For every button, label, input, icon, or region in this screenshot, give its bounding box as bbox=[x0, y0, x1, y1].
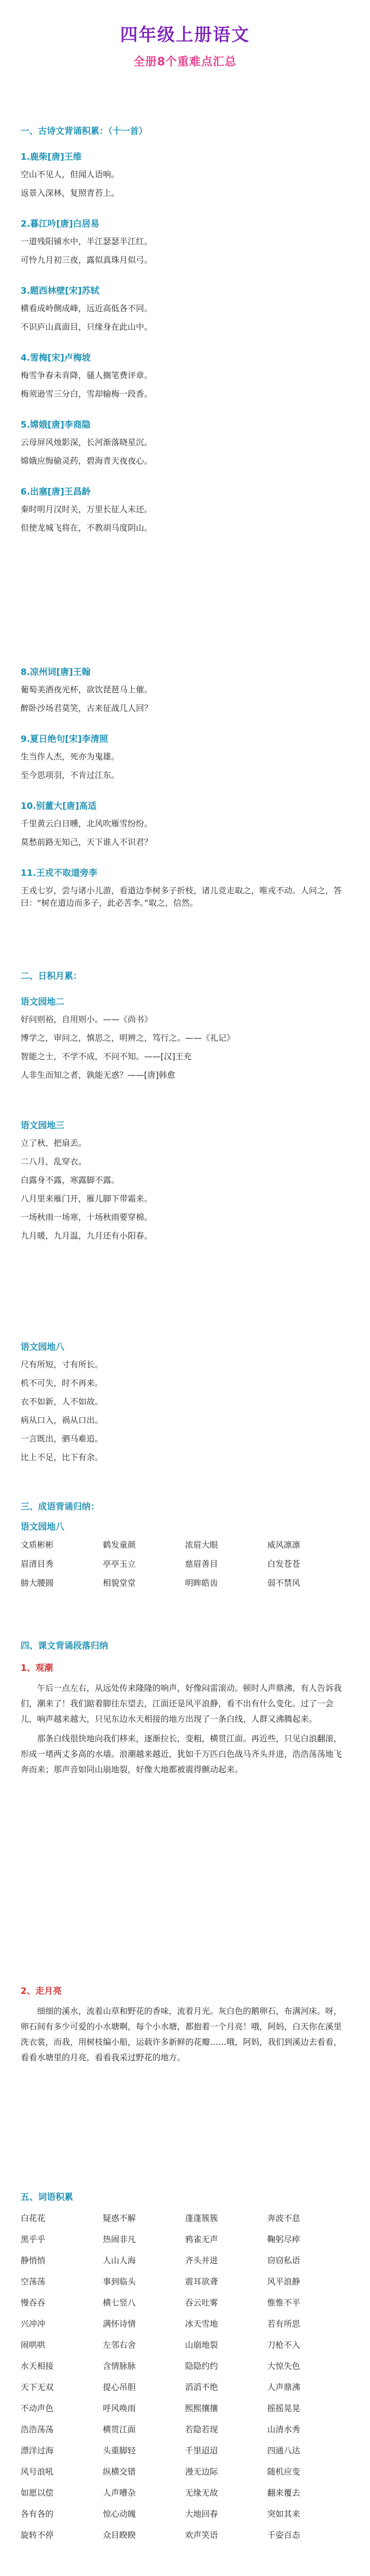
proverb-line: 九月暖，九月温，九月还有小阳春。 bbox=[21, 1231, 153, 1241]
word: 鸦雀无声 bbox=[185, 2234, 218, 2244]
word: 纵横交错 bbox=[102, 2467, 136, 2477]
section-recitation bbox=[21, 1638, 349, 1777]
word: 呼风唤雨 bbox=[102, 2403, 136, 2413]
word: 横七竖八 bbox=[102, 2298, 136, 2308]
poem-line: 云母屏风烛影深，长河渐落晓星沉。 bbox=[21, 437, 153, 447]
word: 慢吞吞 bbox=[21, 2298, 46, 2308]
poem-line: 千里黄云白日曛，北风吹雁雪纷纷。 bbox=[21, 819, 153, 828]
word: 满怀诗情 bbox=[102, 2319, 136, 2329]
section-words bbox=[21, 2190, 349, 2540]
word: 鞠躬尽瘁 bbox=[267, 2234, 301, 2244]
word: 兴冲冲 bbox=[21, 2319, 46, 2329]
word: 人声嘈杂 bbox=[102, 2488, 136, 2498]
quote-line: 好问则裕，自用则小。——《尚书》 bbox=[21, 1014, 153, 1024]
daily-group-3 bbox=[21, 1340, 349, 1470]
idiom: 弱不禁风 bbox=[267, 1578, 301, 1588]
word: 翻来覆去 bbox=[267, 2488, 301, 2498]
word: 疑惑不解 bbox=[102, 2213, 136, 2223]
word: 滔滔不绝 bbox=[185, 2382, 218, 2392]
word: 山清水秀 bbox=[267, 2425, 301, 2434]
lesson-title: 1、观潮 bbox=[21, 1663, 53, 1673]
section-title: 五、词语积累 bbox=[21, 2192, 73, 2202]
word: 冰天雪地 bbox=[185, 2319, 218, 2329]
word: 人声鼎沸 bbox=[267, 2382, 301, 2392]
poem-title: 11.王戎不取道旁李 bbox=[21, 868, 98, 878]
poem-block-8 bbox=[21, 665, 349, 721]
word: 人山人海 bbox=[102, 2256, 136, 2265]
poem-title: 1.鹿柴[唐]王维 bbox=[21, 152, 82, 162]
poem-line: 嫦娥应悔偷灵药，碧海青天夜夜心。 bbox=[21, 456, 153, 466]
poem-block-6 bbox=[21, 484, 349, 540]
proverb-line: 立了秋，把扇丢。 bbox=[21, 1138, 87, 1148]
quote-line: 博学之，审问之，慎思之，明辨之，笃行之。——《礼记》 bbox=[21, 1033, 235, 1043]
quote-line: 智能之士，不学不成，不问不知。——[汉]王充 bbox=[21, 1052, 192, 1061]
word: 天下无双 bbox=[21, 2382, 54, 2392]
word: 惟惟不平 bbox=[267, 2298, 301, 2308]
word: 熙熙攘攘 bbox=[185, 2403, 218, 2413]
poem-block-3 bbox=[21, 283, 349, 340]
word: 惊心动魄 bbox=[102, 2509, 136, 2519]
poem-block-10 bbox=[21, 799, 349, 855]
poem-title: 2.暮江吟[唐]白居易 bbox=[21, 219, 99, 229]
idiom: 鹤发童颜 bbox=[102, 1540, 136, 1550]
poem-title: 3.题西林壁[宋]苏轼 bbox=[21, 286, 99, 296]
word: 含情脉脉 bbox=[102, 2361, 136, 2371]
word: 黑乎乎 bbox=[21, 2234, 46, 2244]
word: 闹哄哄 bbox=[21, 2340, 46, 2350]
idiom: 膀大腰圆 bbox=[21, 1578, 54, 1588]
word: 水天相接 bbox=[21, 2361, 54, 2371]
word: 空荡荡 bbox=[21, 2277, 46, 2286]
poem-line: 王戎七岁，尝与诸小儿游，看道边李树多子折枝，诸儿竞走取之，唯戎不动。人问之，答曰：“树在道边而多子，此必苦李。”取之，信然。 bbox=[21, 886, 342, 908]
word: 四通八达 bbox=[267, 2446, 301, 2455]
group-title: 语文园地八 bbox=[21, 1342, 64, 1352]
word: 随机应变 bbox=[267, 2467, 301, 2477]
word: 漂洋过海 bbox=[21, 2446, 54, 2455]
word: 左邻右舍 bbox=[102, 2340, 136, 2350]
word: 奔波不息 bbox=[267, 2213, 301, 2223]
word: 突如其来 bbox=[267, 2509, 301, 2519]
poem-title: 8.凉州词[唐]王翰 bbox=[21, 667, 91, 677]
section-idioms bbox=[21, 1499, 349, 1588]
word: 震耳欲聋 bbox=[185, 2277, 218, 2286]
poem-block-2 bbox=[21, 216, 349, 273]
proverb-line: 衣不如新，人不如故。 bbox=[21, 1397, 103, 1406]
section-daily bbox=[21, 969, 349, 981]
word: 若隐若现 bbox=[185, 2425, 218, 2434]
word: 旋转不停 bbox=[21, 2530, 54, 2540]
word: 摇摇晃晃 bbox=[267, 2403, 301, 2413]
word: 众目睽睽 bbox=[102, 2530, 136, 2540]
poem-line: 横看成岭侧成峰，远近高低各不同。 bbox=[21, 303, 153, 313]
idiom: 相貌堂堂 bbox=[102, 1578, 136, 1588]
poem-line: 生当作人杰，死亦为鬼雄。 bbox=[21, 752, 120, 761]
word: 山崩地裂 bbox=[185, 2340, 218, 2350]
idiom: 亭亭玉立 bbox=[102, 1559, 136, 1569]
word: 漫无边际 bbox=[185, 2467, 218, 2477]
poem-line: 可怜九月初三夜，露似真珠月似弓。 bbox=[21, 255, 153, 265]
poem-line: 秦时明月汉时关，万里长征人未还。 bbox=[21, 504, 153, 514]
poem-line: 返景入深林，复照青苔上。 bbox=[21, 188, 120, 198]
daily-group-2 bbox=[21, 1118, 349, 1248]
group-title: 语文园地三 bbox=[21, 1121, 64, 1131]
section-title: 一、古诗文背诵积累：（十一首） bbox=[21, 126, 148, 137]
poem-title: 10.别董大[唐]高适 bbox=[21, 801, 97, 811]
word: 风平浪静 bbox=[267, 2277, 301, 2286]
paragraph: 那条白线很快地向我们移来，逐渐拉长，变粗，横贯江面。再近些，只见白浪翻滚，形成一堵两丈多高的水墙。浪潮越来越近，犹如千万匹白色战马齐头并进，浩浩荡荡地飞奔而来；那声音如同山崩地裂，好像大地都被震得颤动起来。 bbox=[21, 1734, 342, 1774]
section-title: 二、日积月累： bbox=[21, 971, 82, 981]
idiom: 明眸皓齿 bbox=[185, 1578, 218, 1588]
idiom-grid bbox=[21, 1538, 349, 1588]
poem-block-4 bbox=[21, 350, 349, 406]
page-title: 四年级上册语文 bbox=[120, 25, 250, 45]
section-poems bbox=[21, 124, 349, 137]
poem-block-9 bbox=[21, 732, 349, 788]
poem-block-1 bbox=[21, 149, 349, 206]
word: 浩浩荡荡 bbox=[21, 2425, 54, 2434]
proverb-line: 白露身不露，寒露脚不露。 bbox=[21, 1175, 120, 1185]
poem-block-11 bbox=[21, 866, 349, 916]
word: 风号浪吼 bbox=[21, 2467, 54, 2477]
word: 欢声笑语 bbox=[185, 2530, 218, 2540]
idiom: 文质彬彬 bbox=[21, 1540, 54, 1550]
proverb-line: 二八月，乱穿衣。 bbox=[21, 1157, 87, 1166]
word: 千里迢迢 bbox=[185, 2446, 218, 2455]
word: 窃窃私语 bbox=[267, 2256, 301, 2265]
word: 大地回春 bbox=[185, 2509, 218, 2519]
word: 各有各的 bbox=[21, 2509, 54, 2519]
word: 千姿百态 bbox=[267, 2530, 301, 2540]
word: 如愿以偿 bbox=[21, 2488, 54, 2498]
proverb-line: 比上不足，比下有余。 bbox=[21, 1452, 103, 1462]
lesson-2 bbox=[21, 1984, 349, 2065]
lesson-title: 2、走月亮 bbox=[21, 1986, 62, 1996]
idiom: 白发苍苍 bbox=[267, 1559, 301, 1569]
poem-line: 至今思项羽，不肯过江东。 bbox=[21, 770, 120, 780]
word: 头重脚轻 bbox=[102, 2446, 136, 2455]
section-title: 四、课文背诵段落归纳 bbox=[21, 1641, 108, 1651]
poem-title: 6.出塞[唐]王昌龄 bbox=[21, 487, 91, 497]
group-title: 语文园地二 bbox=[21, 997, 64, 1007]
group-title: 语文园地八 bbox=[21, 1522, 64, 1532]
poem-line: 一道残阳铺水中，半江瑟瑟半江红。 bbox=[21, 236, 153, 246]
paragraph: 细细的溪水，流着山草和野花的香味，流着月光。灰白色的鹅卵石，布满河床。呀，卵石间有多少可爱的小水塘啊，每个小水塘，都抱着一个月亮！哦，阿妈，白天你在溪里洗衣裳，而我，用树枝编小船，运载许多新鲜的花瓣……哦，阿妈，我们到溪边去看看，看看水塘里的月亮，看看我采过野花的地方。 bbox=[21, 2006, 342, 2062]
word: 白花花 bbox=[21, 2213, 46, 2223]
section-title: 三、成语背诵归纳： bbox=[21, 1502, 99, 1512]
word: 静悄悄 bbox=[21, 2256, 46, 2265]
proverb-line: 病从口入，祸从口出。 bbox=[21, 1415, 103, 1425]
word: 齐头并进 bbox=[185, 2256, 218, 2265]
word: 蓬蓬簇簇 bbox=[185, 2213, 218, 2223]
daily-group-1 bbox=[21, 994, 349, 1088]
word: 吞云吐雾 bbox=[185, 2298, 218, 2308]
idiom: 浓眉大眼 bbox=[185, 1540, 218, 1550]
word: 横贯江面 bbox=[102, 2425, 136, 2434]
poem-title: 9.夏日绝句[宋]李清照 bbox=[21, 734, 108, 744]
quote-line: 人非生而知之者，孰能无惑？——[唐]韩愈 bbox=[21, 1070, 175, 1080]
word: 热闹非凡 bbox=[102, 2234, 136, 2244]
word: 刀枪不入 bbox=[267, 2340, 301, 2350]
word: 不动声色 bbox=[21, 2403, 54, 2413]
idiom: 慈眉善目 bbox=[185, 1559, 218, 1569]
page-subtitle: 全册8个重难点汇总 bbox=[133, 56, 237, 69]
title-block bbox=[21, 0, 349, 69]
word: 无缘无故 bbox=[185, 2488, 218, 2498]
poem-line: 醉卧沙场君莫笑，古来征战几人回？ bbox=[21, 703, 153, 713]
word: 提心吊胆 bbox=[102, 2382, 136, 2392]
word: 大惊失色 bbox=[267, 2361, 301, 2371]
poem-line: 梅须逊雪三分白，雪却输梅一段香。 bbox=[21, 389, 153, 399]
poem-line: 梅雪争春未肯降，骚人搁笔费评章。 bbox=[21, 370, 153, 380]
paragraph: 午后一点左右，从远处传来隆隆的响声，好像闷雷滚动。顿时人声鼎沸，有人告诉我们，潮来了！我们踮着脚往东望去，江面还是风平浪静，看不出有什么变化。过了一会儿，响声越来越大，只见东边水天相接的地方出现了一条白线，人群又沸腾起来。 bbox=[21, 1683, 342, 1724]
idiom: 威风凛凛 bbox=[267, 1540, 301, 1550]
word: 隐隐约约 bbox=[185, 2361, 218, 2371]
proverb-line: 八月里来雁门开，雁儿脚下带霜来。 bbox=[21, 1194, 153, 1204]
proverb-line: 一言既出，驷马难追。 bbox=[21, 1434, 103, 1444]
proverb-line: 一场秋雨一场寒，十场秋雨要穿棉。 bbox=[21, 1212, 153, 1222]
proverb-line: 机不可失，时不再来。 bbox=[21, 1378, 103, 1388]
poem-line: 空山不见人，但闻人语响。 bbox=[21, 170, 120, 179]
poem-block-5 bbox=[21, 417, 349, 473]
word-grid bbox=[21, 2212, 349, 2540]
word: 事到临头 bbox=[102, 2277, 136, 2286]
idiom: 眉清目秀 bbox=[21, 1559, 54, 1569]
proverb-line: 尺有所短，寸有所长。 bbox=[21, 1360, 103, 1369]
poem-line: 葡萄美酒夜光杯，欲饮琵琶马上催。 bbox=[21, 685, 153, 694]
word: 若有所思 bbox=[267, 2319, 301, 2329]
poem-line: 但使龙城飞将在，不教胡马度阴山。 bbox=[21, 523, 153, 533]
poem-line: 不识庐山真面目，只缘身在此山中。 bbox=[21, 322, 153, 332]
poem-title: 5.嫦娥[唐]李商隐 bbox=[21, 420, 91, 430]
poem-line: 莫愁前路无知己，天下谁人不识君？ bbox=[21, 837, 153, 847]
poem-title: 4.雪梅[宋]卢梅坡 bbox=[21, 353, 91, 363]
